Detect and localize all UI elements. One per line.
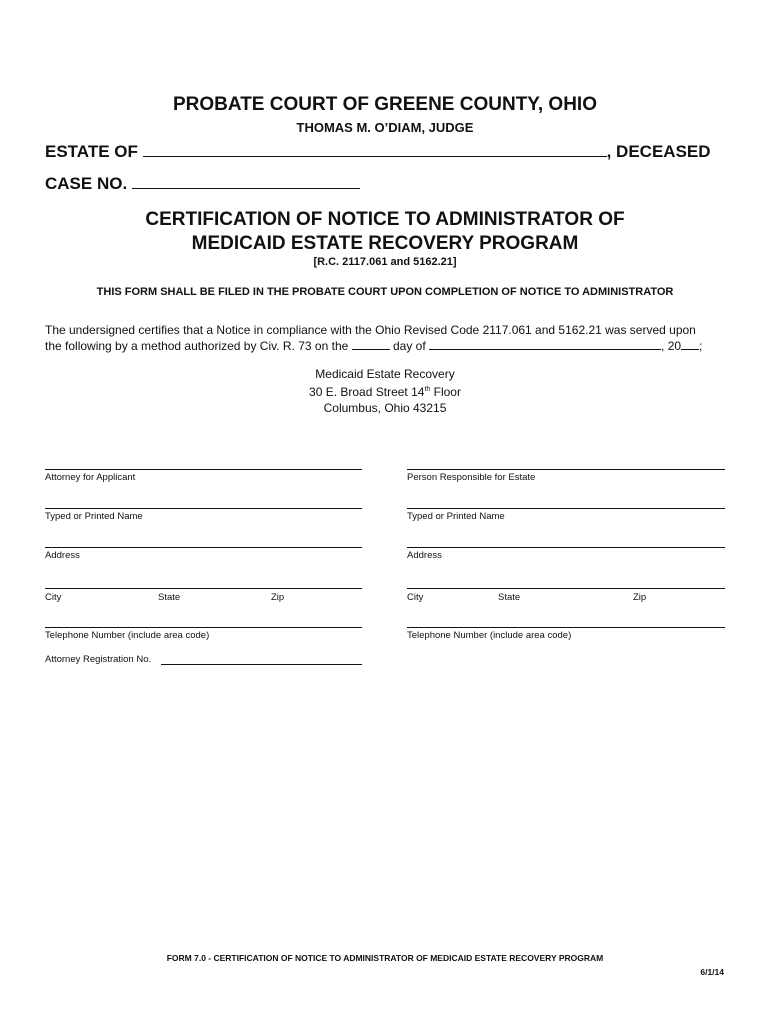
form-title-line1: CERTIFICATION OF NOTICE TO ADMINISTRATOR OF [145, 209, 625, 230]
responsible-name-label: Typed or Printed Name [407, 511, 505, 522]
responsible-address-line[interactable] [407, 547, 725, 548]
form-footer: FORM 7.0 - CERTIFICATION OF NOTICE TO ADMINISTRATOR OF MEDICAID ESTATE RECOVERY PROGRAM [166, 953, 604, 963]
statute-citation: [R.C. 2117.061 and 5162.21] [313, 256, 457, 268]
attorney-state-label: State [158, 592, 181, 603]
form-heading [0, 208, 770, 256]
certification-line1: The undersigned certifies that a Notice in compliance with the Ohio Revised Code 2117.061 and 5162.21 was served upon [45, 323, 696, 337]
attorney-signature-line[interactable] [45, 469, 362, 470]
attorney-zip-label: Zip [271, 592, 285, 603]
attorney-name-line[interactable] [45, 508, 362, 509]
case-row [45, 174, 360, 194]
attorney-role-label: Attorney for Applicant [45, 472, 136, 483]
case-number-field[interactable] [132, 188, 360, 189]
court-title: PROBATE COURT OF GREENE COUNTY, OHIO [172, 94, 597, 115]
service-year-field[interactable] [681, 349, 699, 350]
attorney-phone-line[interactable] [45, 627, 362, 628]
responsible-phone-line[interactable] [407, 627, 725, 628]
attorney-registration-label: Attorney Registration No. [45, 654, 152, 665]
recipient-name: Medicaid Estate Recovery [315, 367, 455, 381]
recipient-address [0, 366, 770, 416]
attorney-phone-label: Telephone Number (include area code) [45, 630, 210, 641]
attorney-name-label: Typed or Printed Name [45, 511, 143, 522]
service-month-field[interactable] [429, 349, 661, 350]
form-title-line2: MEDICAID ESTATE RECOVERY PROGRAM [191, 233, 579, 254]
responsible-state-label: State [498, 592, 521, 603]
service-day-field[interactable] [352, 349, 390, 350]
estate-name-field[interactable] [143, 156, 607, 157]
responsible-zip-label: Zip [633, 592, 647, 603]
recipient-city: Columbus, Ohio 43215 [323, 401, 447, 415]
recipient-street: 30 E. Broad Street 14th Floor [309, 385, 461, 399]
certification-line2: the following by a method authorized by Civ. R. 73 on the day of , 20 ; [45, 339, 703, 353]
attorney-address-line[interactable] [45, 547, 362, 548]
responsible-address-label: Address [407, 550, 442, 561]
filing-instruction: THIS FORM SHALL BE FILED IN THE PROBATE COURT UPON COMPLETION OF NOTICE TO ADMINISTRATOR [96, 286, 674, 298]
attorney-city-line[interactable] [45, 588, 362, 589]
responsible-signature-line[interactable] [407, 469, 725, 470]
deceased-label: , DECEASED [606, 142, 711, 161]
responsible-city-label: City [407, 592, 424, 603]
responsible-role-label: Person Responsible for Estate [407, 472, 536, 483]
responsible-name-line[interactable] [407, 508, 725, 509]
responsible-city-line[interactable] [407, 588, 725, 589]
attorney-city-label: City [45, 592, 62, 603]
attorney-address-label: Address [45, 550, 80, 561]
judge-name: THOMAS M. O’DIAM, JUDGE [296, 120, 474, 135]
estate-label: ESTATE OF [45, 142, 138, 161]
revision-date: 6/1/14 [700, 967, 724, 977]
responsible-phone-label: Telephone Number (include area code) [407, 630, 572, 641]
estate-row [45, 142, 711, 162]
case-label: CASE NO. [45, 174, 128, 193]
certification-paragraph [45, 322, 735, 354]
attorney-registration-line[interactable] [161, 664, 362, 665]
